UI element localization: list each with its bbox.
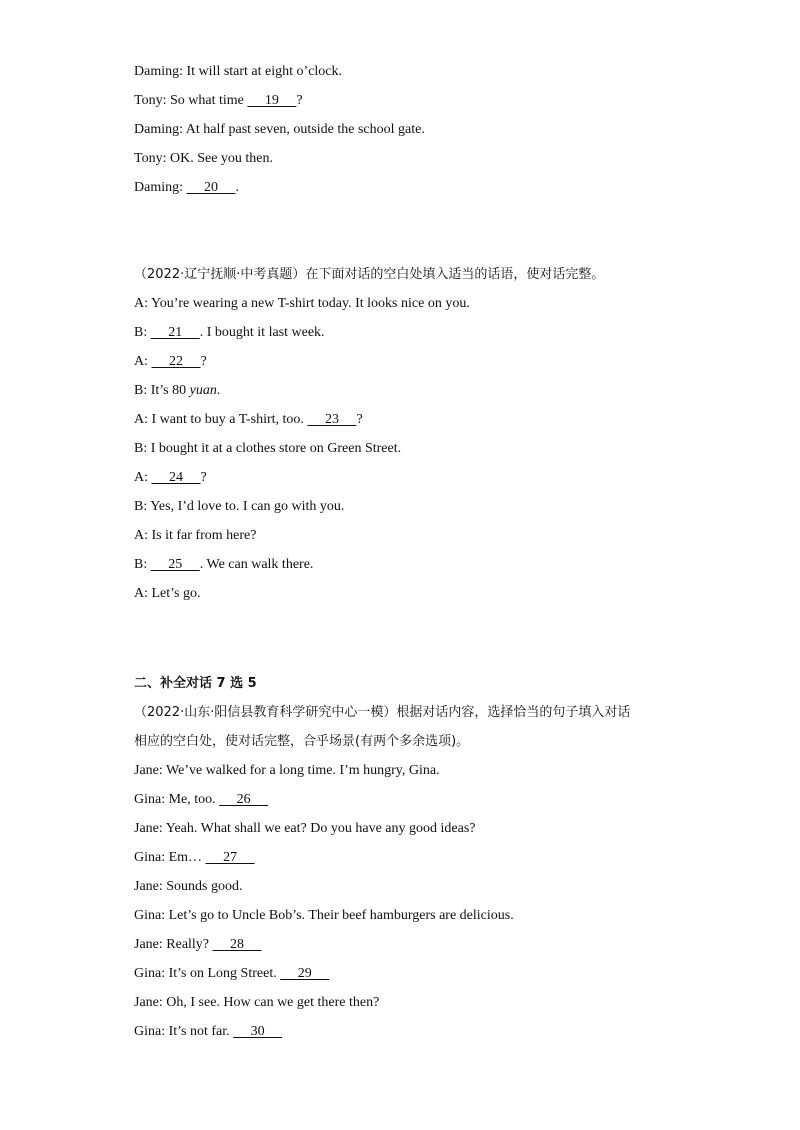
speaker-label: Jane:	[134, 879, 163, 894]
dialogue-text: At half past seven, outside the school gate.	[183, 122, 425, 137]
dialogue-line	[134, 323, 325, 343]
dialogue-line	[134, 848, 255, 868]
speaker-label: Tony:	[134, 93, 167, 108]
dialogue-text: Me, too.	[165, 792, 220, 807]
speaker-label: Gina:	[134, 1024, 166, 1039]
speaker-label: A:	[134, 412, 148, 427]
dialogue-line	[134, 555, 313, 575]
dialogue-line	[134, 91, 303, 111]
section-heading	[134, 674, 257, 694]
dialogue-line	[134, 439, 401, 459]
dialogue-line	[134, 906, 514, 926]
dialogue-line	[134, 790, 268, 810]
speaker-label: B:	[134, 383, 148, 398]
speaker-label: Gina:	[134, 850, 166, 865]
answer-blank[interactable]: 25	[150, 557, 200, 572]
speaker-label: Jane:	[134, 763, 163, 778]
dialogue-text: You’re wearing a new T-shirt today. It looks nice on you.	[148, 296, 470, 311]
answer-blank[interactable]: 20	[186, 180, 236, 195]
speaker-label: A:	[134, 296, 148, 311]
italic-word: yuan	[189, 383, 217, 398]
speaker-label: Jane:	[134, 937, 163, 952]
speaker-label: Gina:	[134, 908, 166, 923]
speaker-label: Daming:	[134, 122, 183, 137]
speaker-label: Jane:	[134, 995, 163, 1010]
speaker-label: B:	[134, 441, 148, 456]
dialogue-line	[134, 819, 475, 839]
dialogue-line	[134, 964, 329, 984]
dialogue-text: .	[216, 383, 221, 398]
speaker-label: B:	[134, 325, 148, 340]
dialogue-text: Oh, I see. How can we get there then?	[162, 995, 380, 1010]
answer-blank[interactable]: 24	[151, 470, 201, 485]
dialogue-text: ?	[200, 470, 207, 485]
answer-blank[interactable]: 21	[150, 325, 200, 340]
dialogue-text: Let’s go.	[148, 586, 201, 601]
speaker-label: A:	[134, 470, 148, 485]
dialogue-text: So what time	[166, 93, 248, 108]
section-title: 二、补全对话 7 选 5	[134, 676, 257, 691]
dialogue-line	[134, 149, 273, 169]
dialogue-text: Is it far from here?	[148, 528, 257, 543]
dialogue-text: It will start at eight o’clock.	[183, 64, 343, 79]
answer-blank[interactable]: 27	[205, 850, 255, 865]
question-source: （2022·山东·阳信县教育科学研究中心一模）根据对话内容，选择恰当的句子填入对话	[134, 705, 631, 720]
dialogue-line	[134, 352, 207, 372]
speaker-label: Gina:	[134, 792, 166, 807]
dialogue-line	[134, 294, 470, 314]
answer-blank[interactable]: 23	[307, 412, 357, 427]
dialogue-text: Really?	[162, 937, 213, 952]
dialogue-text: Yeah. What shall we eat? Do you have any good ideas?	[162, 821, 476, 836]
dialogue-text: Em…	[165, 850, 206, 865]
speaker-label: Jane:	[134, 821, 163, 836]
dialogue-line	[134, 497, 344, 517]
dialogue-text: ?	[356, 412, 363, 427]
dialogue-line	[134, 381, 220, 401]
dialogue-text: I want to buy a T-shirt, too.	[148, 412, 308, 427]
dialogue-text: . I bought it last week.	[199, 325, 325, 340]
dialogue-text: We’ve walked for a long time. I’m hungry, Gina.	[162, 763, 440, 778]
dialogue-line	[134, 468, 207, 488]
dialogue-line	[134, 120, 425, 140]
speaker-label: A:	[134, 586, 148, 601]
dialogue-line	[134, 410, 363, 430]
dialogue-text: It’s not far.	[165, 1024, 234, 1039]
dialogue-text: . We can walk there.	[199, 557, 314, 572]
question-intro	[134, 703, 630, 723]
dialogue-text: I bought it at a clothes store on Green Street.	[147, 441, 402, 456]
dialogue-text: It’s 80	[147, 383, 190, 398]
question-instructions: 相应的空白处，使对话完整，合乎场景(有两个多余选项)。	[134, 734, 470, 749]
question-source: （2022·辽宁抚顺·中考真题）在下面对话的空白处填入适当的话语，使对话完整。	[134, 267, 605, 282]
answer-blank[interactable]: 30	[233, 1024, 283, 1039]
question-intro	[134, 732, 469, 752]
dialogue-line	[134, 62, 342, 82]
question-intro	[134, 265, 604, 285]
answer-blank[interactable]: 22	[151, 354, 201, 369]
answer-blank[interactable]: 29	[280, 966, 330, 981]
dialogue-text: Yes, I’d love to. I can go with you.	[147, 499, 345, 514]
dialogue-text: ?	[296, 93, 303, 108]
speaker-label: B:	[134, 499, 148, 514]
speaker-label: Gina:	[134, 966, 166, 981]
dialogue-line	[134, 1022, 282, 1042]
dialogue-text: Sounds good.	[162, 879, 243, 894]
dialogue-text: It’s on Long Street.	[165, 966, 281, 981]
dialogue-text: ?	[200, 354, 207, 369]
speaker-label: Daming:	[134, 180, 183, 195]
speaker-label: Tony:	[134, 151, 167, 166]
answer-blank[interactable]: 28	[212, 937, 262, 952]
speaker-label: A:	[134, 528, 148, 543]
dialogue-line	[134, 761, 440, 781]
dialogue-text: Let’s go to Uncle Bob’s. Their beef hamburgers are delicious.	[165, 908, 514, 923]
dialogue-line	[134, 877, 243, 897]
dialogue-text: OK. See you then.	[166, 151, 274, 166]
speaker-label: B:	[134, 557, 148, 572]
dialogue-line	[134, 178, 239, 198]
speaker-label: A:	[134, 354, 148, 369]
answer-blank[interactable]: 19	[247, 93, 297, 108]
dialogue-line	[134, 935, 262, 955]
dialogue-text: .	[235, 180, 239, 195]
speaker-label: Daming:	[134, 64, 183, 79]
dialogue-line	[134, 584, 201, 604]
dialogue-line	[134, 993, 379, 1013]
dialogue-line	[134, 526, 256, 546]
answer-blank[interactable]: 26	[219, 792, 269, 807]
